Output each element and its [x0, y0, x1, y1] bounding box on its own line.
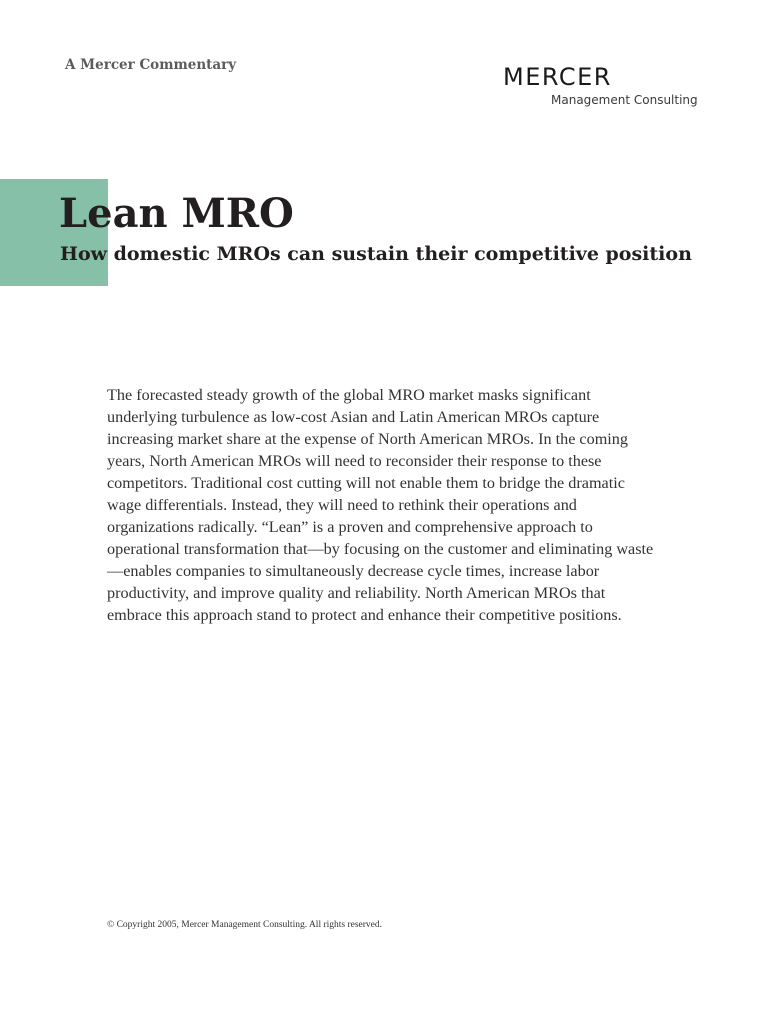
copyright-notice: © Copyright 2005, Mercer Management Consulting. All rights reserved. — [107, 920, 383, 930]
summary-paragraph: The forecasted steady growth of the global MRO market masks significant underlying turbulence as low-cost Asian and Latin American MROs capture increasing market share at the expense of North American MROs. In the coming years, North American MROs will need to reconsider their response to these competitors. Traditional cost cutting will not enable them to bridge the dramatic wage differentials. Instead, they will need to rethink their operations and organizations radically. “Lean” is a proven and comprehensive approach to operational transformation that—by focusing on the customer and eliminating waste—enables companies to simultaneously decrease cycle times, increase labor productivity, and improve quality and reliability. North American MROs that embrace this approach stand to protect and enhance their competitive positions. — [107, 386, 654, 624]
logo-wordmark: MERCER — [503, 63, 612, 91]
publication-kicker: A Mercer Commentary — [65, 57, 237, 73]
page-title: Lean MRO — [59, 190, 294, 237]
mercer-logo — [503, 62, 703, 112]
logo-subtitle: Management Consulting — [551, 93, 698, 107]
page-subtitle: How domestic MROs can sustain their competitive position — [60, 243, 692, 265]
